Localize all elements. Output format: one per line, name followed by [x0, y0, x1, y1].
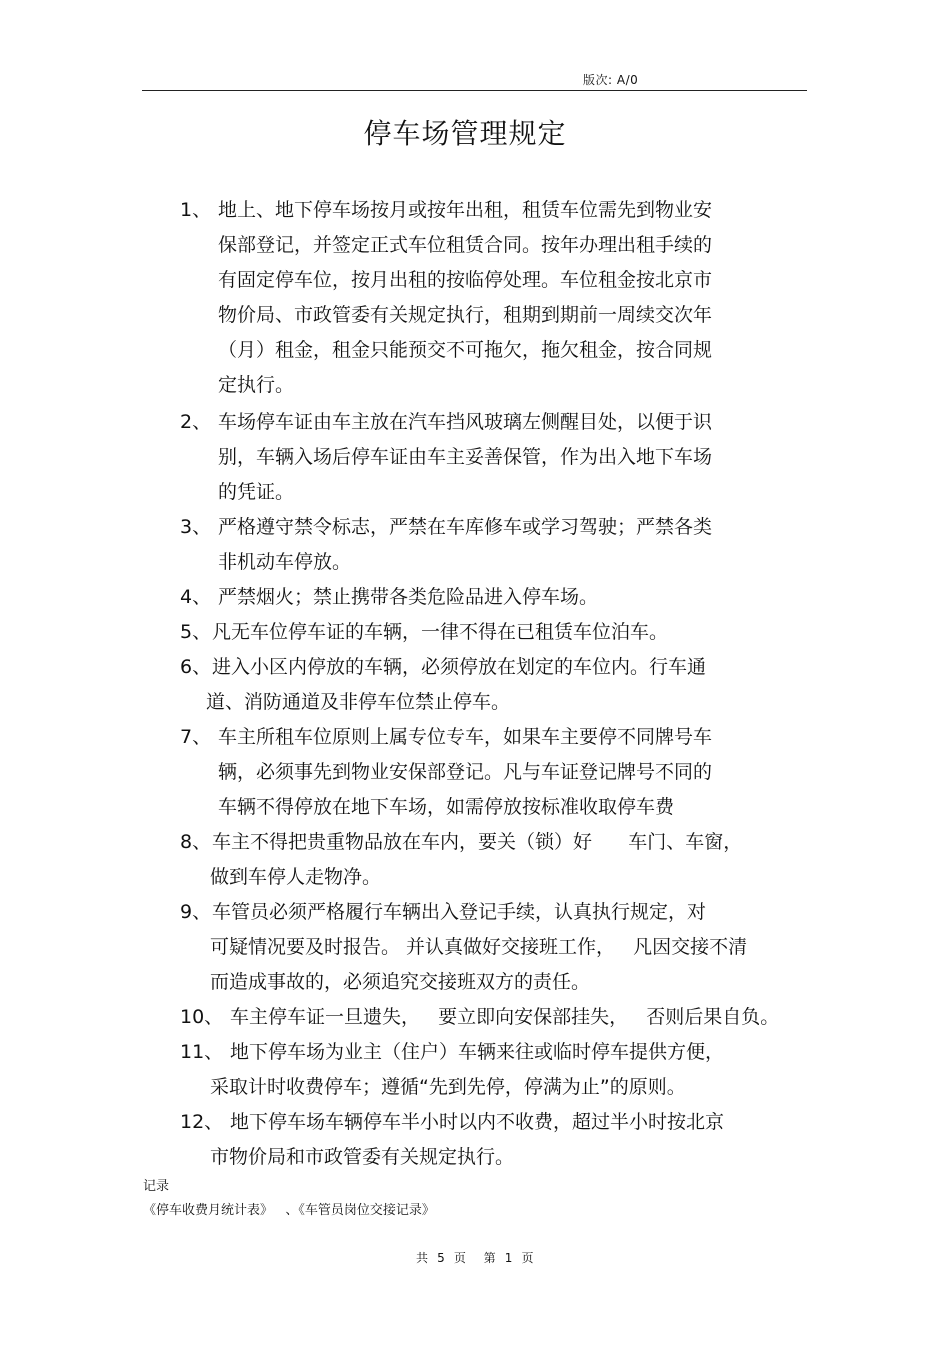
rule-item: [180, 193, 712, 403]
rule-text-line: 车主不得把贵重物品放在车内，要关（锁）好 车门、车窗，: [212, 831, 743, 853]
rule-text-line: 凡无车位停车证的车辆，一律不得在已租赁车位泊车。: [212, 621, 669, 643]
rule-item: [180, 1105, 724, 1175]
rule-number: 9、: [180, 901, 212, 923]
rule-text-line: 地下停车场为业主（住户）车辆来往或临时停车提供方便，: [230, 1041, 725, 1063]
rule-number: 6、: [180, 656, 212, 678]
rule-item: [180, 720, 712, 825]
rule-item: [180, 1035, 724, 1105]
rule-item: [180, 825, 742, 895]
rule-text-line: 市物价局和市政管委有关规定执行。: [210, 1146, 515, 1168]
rule-item: [180, 510, 712, 580]
rule-number: 10、: [180, 1006, 224, 1028]
rule-item: [180, 650, 706, 720]
rule-text-line: 采取计时收费停车；遵循“先到先停，停满为止”的原则。: [210, 1076, 686, 1098]
rule-text-line: 定执行。: [218, 374, 295, 396]
rule-text-line: 进入小区内停放的车辆，必须停放在划定的车位内。行车通: [212, 656, 707, 678]
rule-text-line: 车场停车证由车主放在汽车挡风玻璃左侧醒目处，以便于识: [218, 411, 713, 433]
version-label: 版次: A/0: [583, 73, 639, 87]
rule-number: 3、: [180, 516, 212, 538]
rule-text-line: 非机动车停放。: [218, 551, 352, 573]
rule-number: 2、: [180, 411, 212, 433]
records-label: 记录: [143, 1179, 170, 1194]
rule-text-line: 做到车停人走物净。: [210, 866, 382, 888]
rule-text-line: 的凭证。: [218, 481, 295, 503]
rule-text-line: 物价局、市政管委有关规定执行，租期到期前一周续交次年: [218, 304, 713, 326]
rule-number: 4、: [180, 586, 212, 608]
rule-number: 7、: [180, 726, 212, 748]
rule-text-line: 辆，必须事先到物业安保部登记。凡与车证登记牌号不同的: [218, 761, 713, 783]
rule-number: 5、: [180, 621, 212, 643]
page-title: 停车场管理规定: [363, 117, 567, 150]
rule-text-line: 地上、地下停车场按月或按年出租，租赁车位需先到物业安: [218, 199, 713, 221]
rule-text-line: 保部登记，并签定正式车位租赁合同。按年办理出租手续的: [218, 234, 713, 256]
rule-text-line: 而造成事故的，必须追究交接班双方的责任。: [210, 971, 591, 993]
page-footer: 共 5 页 第 1 页: [415, 1251, 535, 1265]
rule-item: [180, 895, 747, 1000]
rule-text-line: 车主停车证一旦遗失， 要立即向安保部挂失， 否则后果自负。: [230, 1006, 780, 1028]
rule-number: 12、: [180, 1111, 224, 1133]
rule-number: 11、: [180, 1041, 224, 1063]
rule-text-line: 严禁烟火；禁止携带各类危险品进入停车场。: [218, 586, 599, 608]
records-list: 《停车收费月统计表》 、《车管员岗位交接记录》: [143, 1203, 435, 1218]
rule-item: [180, 615, 668, 650]
rule-text-line: 车管员必须严格履行车辆出入登记手续，认真执行规定，对: [212, 901, 707, 923]
header-rule: [142, 90, 807, 91]
rule-text-line: 可疑情况要及时报告。 并认真做好交接班工作， 凡因交接不清: [210, 936, 748, 958]
rule-item: [180, 405, 712, 510]
rule-number: 1、: [180, 199, 212, 221]
rule-text-line: 车主所租车位原则上属专位专车，如果车主要停不同牌号车: [218, 726, 713, 748]
rule-text-line: 道、消防通道及非停车位禁止停车。: [206, 691, 511, 713]
rule-text-line: 严格遵守禁令标志，严禁在车库修车或学习驾驶；严禁各类: [218, 516, 713, 538]
rule-number: 8、: [180, 831, 212, 853]
rule-item: [180, 1000, 779, 1035]
rule-text-line: 地下停车场车辆停车半小时以内不收费，超过半小时按北京: [230, 1111, 725, 1133]
rule-text-line: 有固定停车位，按月出租的按临停处理。车位租金按北京市: [218, 269, 713, 291]
rule-text-line: 别，车辆入场后停车证由车主妥善保管，作为出入地下车场: [218, 446, 713, 468]
rule-text-line: 车辆不得停放在地下车场，如需停放按标准收取停车费: [218, 796, 675, 818]
rule-item: [180, 580, 598, 615]
rule-text-line: （月）租金，租金只能预交不可拖欠，拖欠租金，按合同规: [218, 339, 713, 361]
